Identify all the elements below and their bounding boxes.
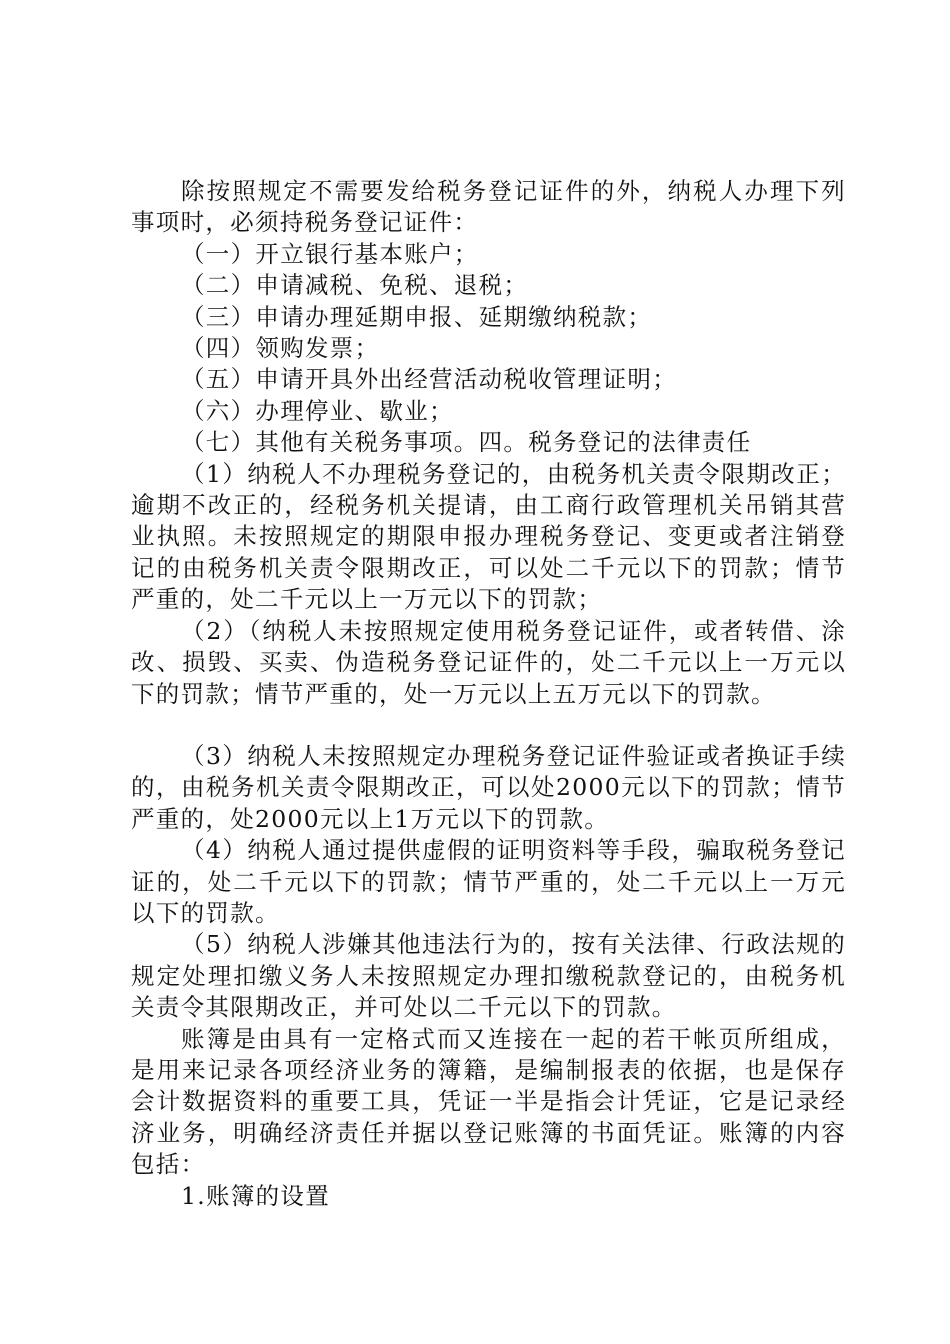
paragraph-intro: 除按照规定不需要发给税务登记证件的外，纳税人办理下列事项时，必须持税务登记证件： <box>131 177 846 237</box>
blank-line <box>131 710 846 741</box>
list-item-3: （三）申请办理延期申报、延期缴纳税款； <box>181 302 653 331</box>
list-item-6: （六）办理停业、歇业； <box>181 396 454 425</box>
section-heading: 1.账簿的设置 <box>181 1181 331 1210</box>
paragraph-liability-3: （3）纳税人未按照规定办理税务登记证件验证或者换证手续的，由税务机关责令限期改正，可以处2000元以下的罚款；情节严重的，处2000元以上1万元以下的罚款。 <box>131 741 846 833</box>
list-item-1: （一）开立银行基本账户； <box>181 239 479 268</box>
list-item-4: （四）领购发票； <box>181 334 380 363</box>
list-item-7: （七）其他有关税务事项。四。税务登记的法律责任 <box>181 428 752 457</box>
paragraph-liability-4: （4）纳税人通过提供虚假的证明资料等手段，骗取税务登记证的，处二千元以下的罚款；情节严重的，处二千元以上一万元以下的罚款。 <box>131 836 846 927</box>
paragraph-liability-5: （5）纳税人涉嫌其他违法行为的，按有关法律、行政法规的规定处理扣缴义务人未按照规定办理扣缴税款登记的，由税务机关责令其限期改正，并可处以二千元以下的罚款。 <box>131 930 846 1022</box>
list-item-5: （五）申请开具外出经营活动税收管理证明； <box>181 365 677 394</box>
paragraph-ledger: 账簿是由具有一定格式而又连接在一起的若干帐页所组成，是用来记录各项经济业务的簿籍，是编制报表的依据，也是保存会计数据资料的重要工具，凭证一半是指会计凭证，它是记录经济业务，明确经济责任并据以登记账簿的书面凭证。账簿的内容包括： <box>131 1024 846 1179</box>
paragraph-liability-2: （2）（纳税人未按照规定使用税务登记证件，或者转借、涂改、损毁、买卖、伪造税务登记证件的，处二千元以上一万元以下的罚款；情节严重的，处一万元以上五万元以下的罚款。 <box>131 616 846 708</box>
paragraph-liability-1: （1）纳税人不办理税务登记的，由税务机关责令限期改正；逾期不改正的，经税务机关提请，由工商行政管理机关吊销其营业执照。未按照规定的期限申报办理税务登记、变更或者注销登记的由税务机关责令限期改正，可以处二千元以下的罚款；情节严重的，处二千元以上一万元以下的罚款； <box>131 459 846 614</box>
list-item-2: （二）申请减税、免税、退税； <box>181 271 529 300</box>
document-body <box>131 176 846 1212</box>
